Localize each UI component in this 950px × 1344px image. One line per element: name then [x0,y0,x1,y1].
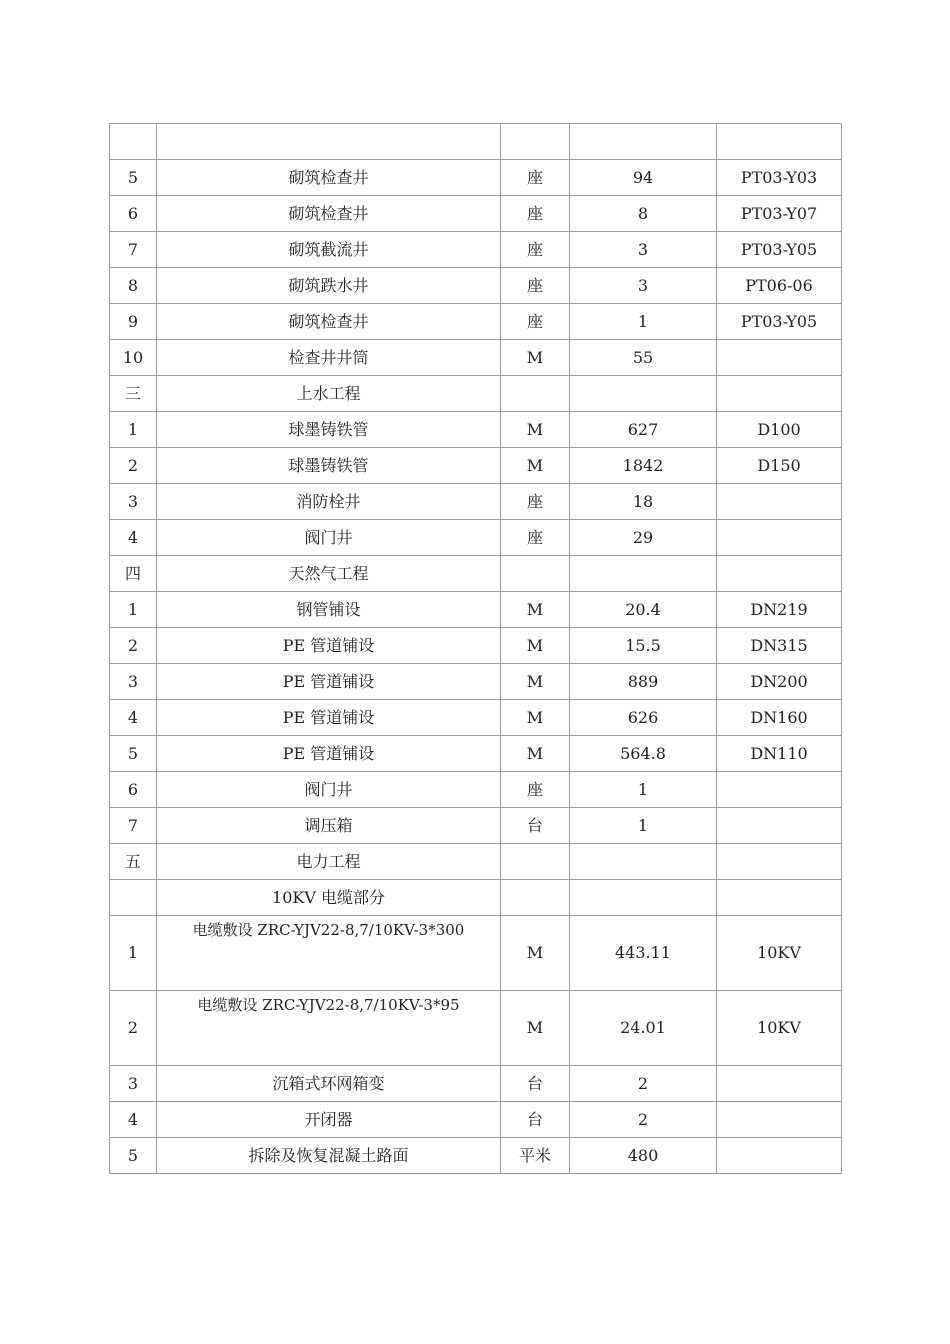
cell-spec: PT03-Y05 [717,304,842,340]
cell-name: 球墨铸铁管 [157,412,501,448]
cell-unit: 台 [501,1066,570,1102]
cell-unit: 座 [501,268,570,304]
cell-spec [717,520,842,556]
cell-qty: 564.8 [570,736,717,772]
table-row [110,160,842,196]
cell-spec: 10KV [717,991,842,1066]
cell-spec [717,880,842,916]
cell-name [157,124,501,160]
table-row [110,520,842,556]
cell-unit: 座 [501,196,570,232]
table-row [110,196,842,232]
cell-name: 检查井井筒 [157,340,501,376]
cell-unit [501,556,570,592]
cell-no: 3 [110,664,157,700]
table-row [110,991,842,1066]
cell-no: 4 [110,1102,157,1138]
cell-unit: M [501,592,570,628]
cell-qty [570,124,717,160]
table-row [110,1102,842,1138]
table-row [110,592,842,628]
cell-no: 4 [110,520,157,556]
cell-spec [717,340,842,376]
cell-no: 10 [110,340,157,376]
cell-qty: 29 [570,520,717,556]
cell-qty [570,556,717,592]
cell-spec: PT03-Y03 [717,160,842,196]
cell-no: 1 [110,916,157,991]
cell-spec [717,1066,842,1102]
cell-name: 砌筑检查井 [157,304,501,340]
cell-name: 上水工程 [157,376,501,412]
cell-name: 球墨铸铁管 [157,448,501,484]
cell-qty: 889 [570,664,717,700]
cell-qty: 3 [570,268,717,304]
cell-name: 电缆敷设 ZRC-YJV22-8,7/10KV-3*95 [157,991,501,1066]
cell-name: PE 管道铺设 [157,700,501,736]
cell-no [110,880,157,916]
table-row [110,1138,842,1174]
table-row [110,268,842,304]
section-row [110,844,842,880]
quantities-table [109,123,842,1174]
cell-spec: 10KV [717,916,842,991]
cell-name: 阀门井 [157,520,501,556]
cell-no [110,124,157,160]
cell-spec [717,484,842,520]
cell-unit: 台 [501,808,570,844]
cell-spec [717,124,842,160]
cell-spec [717,772,842,808]
cell-no: 三 [110,376,157,412]
cell-no: 6 [110,196,157,232]
cell-unit: M [501,448,570,484]
cell-no: 四 [110,556,157,592]
table-row [110,1066,842,1102]
table-row [110,916,842,991]
cell-name: 阀门井 [157,772,501,808]
cell-no: 2 [110,991,157,1066]
cell-qty: 94 [570,160,717,196]
cell-name: PE 管道铺设 [157,736,501,772]
cell-qty [570,880,717,916]
cell-no: 5 [110,1138,157,1174]
cell-name: 拆除及恢复混凝土路面 [157,1138,501,1174]
cell-unit: 平米 [501,1138,570,1174]
cell-unit: M [501,700,570,736]
cell-spec: DN219 [717,592,842,628]
cell-unit: M [501,340,570,376]
cell-name: 钢管铺设 [157,592,501,628]
cell-unit: M [501,736,570,772]
cell-unit: M [501,916,570,991]
cell-spec [717,376,842,412]
cell-qty: 8 [570,196,717,232]
section-row [110,376,842,412]
cell-unit [501,880,570,916]
cell-name: PE 管道铺设 [157,664,501,700]
cell-qty: 443.11 [570,916,717,991]
table-row [110,232,842,268]
table-row [110,412,842,448]
cell-name: 沉箱式环网箱变 [157,1066,501,1102]
cell-qty: 15.5 [570,628,717,664]
cell-no: 2 [110,628,157,664]
cell-unit: 座 [501,520,570,556]
cell-unit: M [501,628,570,664]
cell-qty: 3 [570,232,717,268]
table-row [110,340,842,376]
cell-name: 10KV 电缆部分 [157,880,501,916]
cell-no: 8 [110,268,157,304]
table-row [110,448,842,484]
cell-unit [501,844,570,880]
cell-qty: 1842 [570,448,717,484]
cell-no: 9 [110,304,157,340]
cell-name: 消防栓井 [157,484,501,520]
table-row [110,736,842,772]
cell-qty: 2 [570,1102,717,1138]
cell-qty: 627 [570,412,717,448]
cell-no: 五 [110,844,157,880]
cell-spec [717,556,842,592]
cell-unit: M [501,991,570,1066]
cell-qty: 480 [570,1138,717,1174]
cell-no: 5 [110,736,157,772]
cell-unit: 座 [501,232,570,268]
cell-no: 6 [110,772,157,808]
cell-name: 砌筑截流井 [157,232,501,268]
cell-spec [717,844,842,880]
cell-no: 4 [110,700,157,736]
table-row [110,664,842,700]
cell-qty: 1 [570,808,717,844]
cell-qty [570,376,717,412]
cell-qty: 20.4 [570,592,717,628]
cell-name: 砌筑跌水井 [157,268,501,304]
cell-spec: DN110 [717,736,842,772]
cell-no: 1 [110,412,157,448]
table-row [110,628,842,664]
table-row [110,700,842,736]
cell-name: 砌筑检查井 [157,160,501,196]
cell-unit [501,124,570,160]
cell-name: 电力工程 [157,844,501,880]
cell-unit [501,376,570,412]
table-row [110,124,842,160]
cell-spec: PT03-Y07 [717,196,842,232]
cell-no: 5 [110,160,157,196]
cell-spec: DN315 [717,628,842,664]
cell-no: 3 [110,484,157,520]
cell-no: 2 [110,448,157,484]
table-body [110,124,842,1174]
cell-no: 7 [110,808,157,844]
cell-name: 开闭器 [157,1102,501,1138]
cell-spec: PT03-Y05 [717,232,842,268]
table-row [110,808,842,844]
cell-qty [570,844,717,880]
cell-unit: 座 [501,772,570,808]
cell-qty: 55 [570,340,717,376]
subsection-row [110,880,842,916]
cell-spec: DN200 [717,664,842,700]
cell-name: 调压箱 [157,808,501,844]
table-row [110,484,842,520]
cell-spec: D150 [717,448,842,484]
cell-qty: 1 [570,772,717,808]
cell-qty: 1 [570,304,717,340]
table-row [110,304,842,340]
cell-qty: 626 [570,700,717,736]
cell-spec: DN160 [717,700,842,736]
cell-spec: PT06-06 [717,268,842,304]
cell-no: 7 [110,232,157,268]
cell-unit: M [501,412,570,448]
cell-unit: M [501,664,570,700]
cell-name: 电缆敷设 ZRC-YJV22-8,7/10KV-3*300 [157,916,501,991]
section-row [110,556,842,592]
table-row [110,772,842,808]
cell-spec: D100 [717,412,842,448]
cell-no: 3 [110,1066,157,1102]
cell-qty: 2 [570,1066,717,1102]
cell-no: 1 [110,592,157,628]
cell-unit: 台 [501,1102,570,1138]
cell-spec [717,1102,842,1138]
cell-unit: 座 [501,160,570,196]
cell-name: 天然气工程 [157,556,501,592]
cell-unit: 座 [501,484,570,520]
cell-qty: 18 [570,484,717,520]
cell-unit: 座 [501,304,570,340]
cell-spec [717,808,842,844]
cell-spec [717,1138,842,1174]
cell-name: 砌筑检查井 [157,196,501,232]
cell-name: PE 管道铺设 [157,628,501,664]
cell-qty: 24.01 [570,991,717,1066]
